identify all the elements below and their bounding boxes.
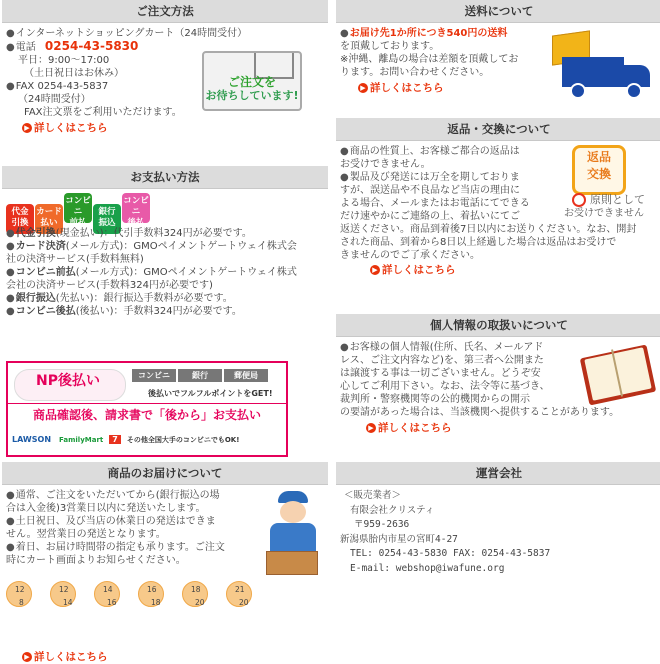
pay-item-card: ● カード決済(メール方式)：GMOペイメントゲートウェイ株式会	[6, 240, 324, 253]
pill-card: カード 払い	[35, 204, 63, 234]
company-postal: 〒959-2636	[354, 519, 410, 530]
store-familymart: FamilyMart	[59, 436, 104, 444]
returns-text-8: された商品、到着から8日以上経過した場合は返品はお受けで	[340, 237, 617, 248]
pay-item-conveni-pre: ● コンビニ前払(メール方式)：GMOペイメントゲートウェイ株式	[6, 266, 324, 279]
return-note-l1: 原則として	[590, 193, 645, 206]
company-section	[336, 462, 660, 609]
store-other: その他全国大手のコンビニでもOK!	[126, 436, 240, 444]
order-more-link[interactable]: ▶ 詳しくはこちら	[22, 122, 324, 135]
order-fax-note: FAX注文票をご利用いただけます。	[24, 107, 182, 118]
pill-cod: 代金 引換	[6, 204, 34, 234]
np-tag-conveni: コンビニ	[132, 369, 176, 382]
returns-text-1: ● 商品の性質上、お客様ご都合の返品は	[340, 145, 658, 158]
time-slot-clock-icon: 21 20	[226, 581, 252, 607]
returns-text-2: お受けできません。	[340, 159, 431, 170]
order-holiday: （土日祝日はお休み）	[24, 68, 124, 79]
payment-section	[2, 166, 328, 468]
np-tag-post: 郵便局	[224, 369, 268, 382]
return-note-l2: お受けできません	[564, 208, 644, 219]
delivery-text-4: せん。翌営業日の発送となります。	[6, 529, 166, 540]
shipping-more-link[interactable]: ▶ 詳しくはこちら	[358, 82, 658, 95]
time-slot-clock-icon: 12 14	[50, 581, 76, 607]
order-hours: 平日：9:00〜17:00	[18, 55, 110, 66]
np-logo: NP後払い	[36, 373, 100, 389]
returns-text-3: ● 製品及び発送には万全を期しておりま	[340, 171, 658, 184]
return-icon-l2: 交換	[586, 167, 611, 181]
np-tag-bank: 銀行	[178, 369, 222, 382]
order-method-section	[2, 0, 328, 167]
returns-text-4: すが、誤送品や不良品など当店の理由に	[340, 185, 520, 196]
privacy-title: 個人情報の取扱いについて	[336, 314, 660, 337]
order-method-title: ご注文方法	[2, 0, 328, 23]
returns-text-6: だけ速やかにご連絡の上、着払いにてご	[340, 211, 520, 222]
pay-item-card-cont: 社の決済サービス(手数料無料)	[6, 254, 144, 265]
pill-conveni-post: コンビニ 後払	[122, 193, 150, 223]
time-slot-clock-icon: 12 8	[6, 581, 32, 607]
time-slot-clock-icon: 18 20	[182, 581, 208, 607]
privacy-text-2: レス、ご注文内容など)を、第三者へ公開また	[340, 355, 544, 366]
company-title: 運営会社	[336, 462, 660, 485]
shipping-fee-text: お届け先1か所につき540円の送料	[349, 28, 508, 39]
shipping-text-2: を頂戴しております。	[340, 41, 440, 52]
company-address: 新潟県胎内市星の宮町4-27	[340, 533, 458, 545]
privacy-text-3: は譲渡する事は一切ございません。どうぞ安	[340, 368, 541, 379]
order-phone-number[interactable]: 0254-43-5830	[44, 39, 139, 53]
delivery-text-2: 合は入金後)3営業日以内に発送いたします。	[6, 503, 206, 514]
delivery-person-icon	[264, 491, 320, 575]
time-slot-clock-icon: 14 16	[94, 581, 120, 607]
privacy-text-4: 心してご利用下さい。なお、法令等に基づき、	[340, 381, 550, 392]
pill-bank: 銀行 振込	[93, 204, 121, 234]
company-tel-fax: TEL: 0254-43-5830 FAX: 0254-43-5837	[350, 548, 551, 559]
privacy-text-1: ● お客様の個人情報(住所、氏名、メールアド	[340, 341, 658, 354]
privacy-text-6: の要請があった場合は、当該機関へ提供することがあります。	[340, 407, 620, 418]
order-phone-label: ● 電話	[6, 42, 36, 53]
badge-line-1: ご注文を	[227, 75, 276, 89]
pill-conveni-pre: コンビニ 前払	[64, 193, 92, 223]
badge-line-2: お待ちしています!	[205, 89, 299, 102]
book-icon	[582, 341, 656, 407]
shipping-text-4: ります。お問い合わせください。	[340, 67, 490, 78]
prohibited-icon	[572, 193, 586, 207]
delivery-truck-icon	[552, 31, 656, 95]
order-cart-text: ● インターネットショッピングカート（24時間受付）	[6, 27, 324, 40]
time-slot-clock-icon: 16 18	[138, 581, 164, 607]
order-fax: ● FAX 0254-43-5837	[6, 80, 324, 93]
returns-text-7: 返送ください。商品到着後7日以内にお送りください。なお、開封	[340, 224, 637, 235]
returns-text-5: よる場合、メールまたはお電話にてできる	[340, 198, 530, 209]
returns-section	[336, 118, 660, 317]
cart-badge	[194, 47, 306, 111]
delivery-text-3: ● 土日祝日、及び当店の休業日の発送はできま	[6, 515, 324, 528]
shipping-title: 送料について	[336, 0, 660, 23]
order-fax-hours: （24時間受付）	[18, 94, 91, 105]
company-seller-label: ＜販売業者＞	[344, 490, 402, 501]
np-atobarai-banner[interactable]	[6, 361, 288, 457]
shipping-text-3: ※沖縄、離島の場合は差額を頂戴してお	[340, 54, 519, 65]
returns-more-link[interactable]: ▶ 詳しくはこちら	[370, 264, 658, 277]
pay-item-bank: ● 銀行振込(先払い)：銀行振込手数料が必要です。	[6, 292, 324, 305]
returns-title: 返品・交換について	[336, 118, 660, 141]
delivery-more-link[interactable]: ▶ 詳しくはこちら	[22, 651, 108, 664]
return-exchange-icon	[564, 145, 656, 223]
delivery-title: 商品のお届けについて	[2, 462, 328, 485]
store-seven: 7	[109, 435, 121, 444]
delivery-section	[2, 462, 328, 661]
delivery-text-5: ● 着日、お届け時間帯の指定も承ります。ご注文	[6, 541, 324, 554]
delivery-text-6: 時にカート画面よりお知らせください。	[6, 555, 186, 566]
payment-pills	[6, 193, 324, 228]
pay-item-conveni-pre-cont: 会社の決済サービス(手数料324円が必要です)	[6, 280, 213, 291]
company-email[interactable]: E-mail: webshop@iwafune.org	[350, 562, 505, 574]
shipping-section	[336, 0, 660, 119]
returns-text-9: きませんのでご了承ください。	[340, 250, 480, 261]
company-name: 有限会社クリスティ	[350, 504, 435, 516]
delivery-clocks	[6, 581, 316, 613]
privacy-text-5: 裁判所・警察機関等の公的機関からの開示	[340, 394, 530, 405]
privacy-more-link[interactable]: ▶ 詳しくはこちら	[366, 422, 658, 435]
pay-item-cod: ● 代金引換(現金払い)：代引手数料324円が必要です。	[6, 227, 324, 240]
return-icon-l1: 返品	[586, 150, 611, 164]
delivery-text-1: ● 通常、ご注文をいただいてから(銀行振込の場	[6, 489, 324, 502]
payment-title: お支払い方法	[2, 166, 328, 189]
privacy-section	[336, 314, 660, 459]
np-banner-text: 商品確認後、請求書で「後から」お支払い	[32, 408, 261, 422]
store-lawson: LAWSON	[12, 435, 52, 444]
np-fullpoint-text: 後払いでフルフルポイントをGET!	[148, 389, 273, 398]
pay-item-conveni-post: ● コンビニ後払(後払い)：手数料324円が必要です。	[6, 305, 324, 318]
